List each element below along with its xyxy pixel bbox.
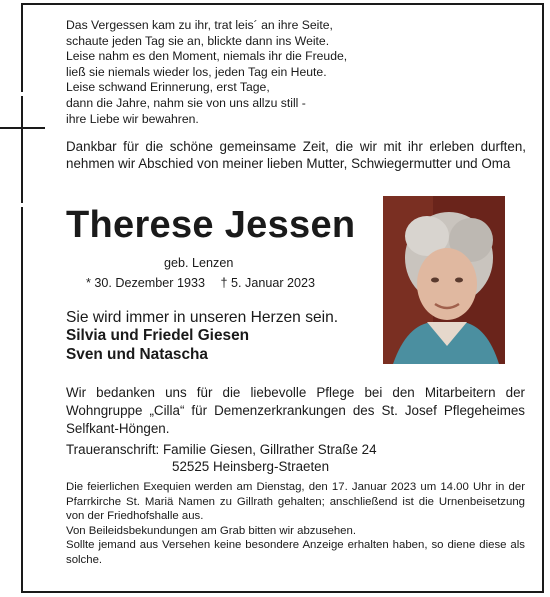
heart-line: Sie wird immer in unseren Herzen sein.	[66, 309, 339, 326]
poem-line: Leise nahm es den Moment, niemals ihr die Freude,	[66, 49, 348, 64]
service-notices	[66, 480, 525, 568]
life-dates	[86, 276, 327, 290]
poem-line: ließ sie niemals wieder los, jeden Tag ein Heute.	[66, 64, 327, 79]
address-line-2: 52525 Heinsberg-Straeten	[172, 459, 330, 475]
border-left-lower	[21, 207, 23, 593]
portrait-photo	[383, 196, 505, 364]
birth-date: * 30. Dezember 1933	[86, 276, 206, 290]
deceased-name: Therese Jessen	[66, 204, 356, 246]
notice-paragraph: Von Beileidsbekundungen am Grab bitten wir abzusehen.	[66, 524, 357, 537]
border-left-upper	[21, 3, 23, 92]
family-line: Silvia und Friedel Giesen	[66, 327, 250, 344]
poem-line: Leise schwand Erinnerung, erst Tage,	[66, 80, 270, 95]
poem-line: ihre Liebe wir bewahren.	[66, 111, 199, 126]
mourning-address	[66, 441, 377, 476]
notice-paragraph: Sollte jemand aus Versehen keine besondere Anzeige erhalten haben, so diene diese als solche.	[66, 539, 525, 566]
cross-vertical	[21, 96, 23, 203]
cross-horizontal	[0, 127, 45, 129]
care-thanks: Wir bedanken uns für die liebevolle Pflege bei den Mitarbeitern der Wohngruppe „Cilla“ für Demenzerkrankungen des St. Josef Pflegeheimes Selfkant-Höngen.	[66, 385, 525, 436]
poem-line: schaute jeden Tag sie an, blickte dann ins Weite.	[66, 33, 330, 48]
poem	[66, 18, 406, 127]
family-line: Sven und Natascha	[66, 346, 208, 363]
poem-line: Das Vergessen kam zu ihr, trat leis´ an ihre Seite,	[66, 18, 333, 32]
birth-name: geb. Lenzen	[164, 256, 234, 270]
address-line-1: Traueranschrift: Familie Giesen, Gillrather Straße 24	[66, 442, 377, 457]
death-date: † 5. Januar 2023	[220, 276, 316, 290]
notice-paragraph: Die feierlichen Exequien werden am Dienstag, den 17. Januar 2023 um 14.00 Uhr in der Pfarrkirche St. Mariä Namen zu Gillrath gehalten; anschließend ist die Urnenbeisetzung von der Friedhofshalle aus.	[66, 481, 525, 523]
poem-line: dann die Jahre, nahm sie von uns allzu still -	[66, 95, 306, 110]
thanks-text: Dankbar für die schöne gemeinsame Zeit, die wir mit ihr erleben durften, nehmen wir Abschied von meiner lieben Mutter, Schwiegermutter und Oma	[66, 139, 526, 172]
